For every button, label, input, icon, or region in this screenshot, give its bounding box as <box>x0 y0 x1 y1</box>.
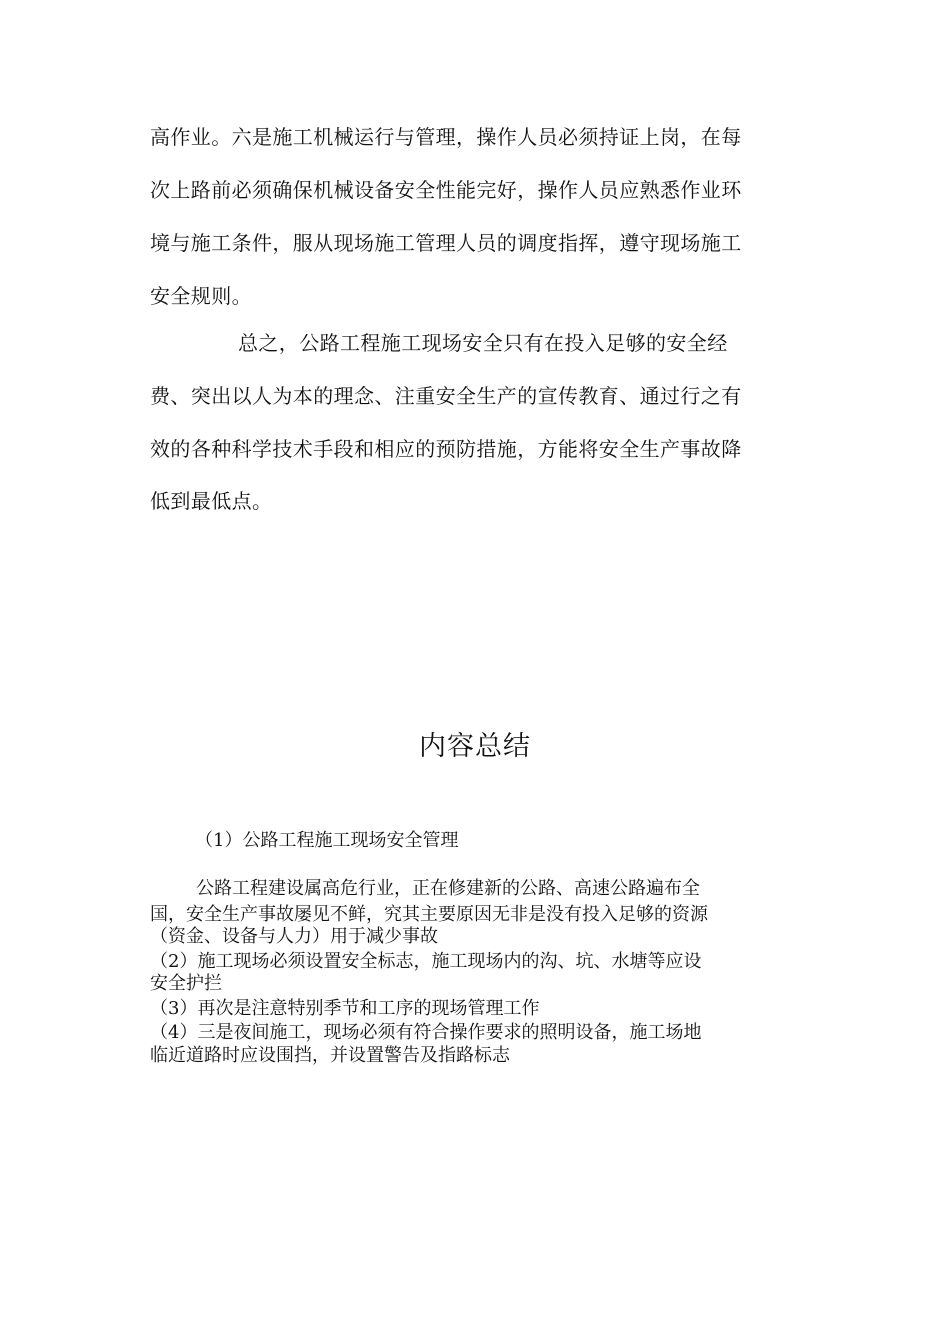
paragraph-2-line-4: 低到最低点。 <box>150 489 273 513</box>
summary-line-7: （4）三是夜间施工，现场必须有符合操作要求的照明设备，施工场地 <box>150 1022 702 1043</box>
paragraph-1-line-4: 安全规则。 <box>150 284 252 308</box>
summary-line-1: 公路工程建设属高危行业，正在修建新的公路、高速公路遍布全 <box>196 878 700 899</box>
summary-line-2: 国，安全生产事故屡见不鲜，究其主要原因无非是没有投入足够的资源 <box>150 904 708 925</box>
paragraph-2-line-1: 总之，公路工程施工现场安全只有在投入足够的安全经 <box>238 331 728 355</box>
paragraph-2-line-2: 费、突出以人为本的理念、注重安全生产的宣传教育、通过行之有 <box>150 384 742 408</box>
summary-line-4: （2）施工现场必须设置安全标志，施工现场内的沟、坑、水塘等应设 <box>150 951 702 972</box>
paragraph-1-line-3: 境与施工条件，服从现场施工管理人员的调度指挥，遵守现场施工 <box>150 231 742 255</box>
paragraph-1-line-1: 高作业。六是施工机械运行与管理，操作人员必须持证上岗，在每 <box>150 125 742 149</box>
summary-line-8: 临近道路时应设围挡，并设置警告及指路标志 <box>150 1045 510 1066</box>
summary-line-5: 安全护拦 <box>150 973 222 994</box>
summary-line-6: （3）再次是注意特别季节和工序的现场管理工作 <box>150 998 540 1019</box>
paragraph-1-line-2: 次上路前必须确保机械设备安全性能完好，操作人员应熟悉作业环 <box>150 178 742 202</box>
summary-title: 内容总结 <box>419 731 531 762</box>
paragraph-2-line-3: 效的各种科学技术手段和相应的预防措施，方能将安全生产事故降 <box>150 437 742 461</box>
summary-item-1-heading: （1）公路工程施工现场安全管理 <box>195 830 459 851</box>
summary-line-3: （资金、设备与人力）用于减少事故 <box>150 926 438 947</box>
